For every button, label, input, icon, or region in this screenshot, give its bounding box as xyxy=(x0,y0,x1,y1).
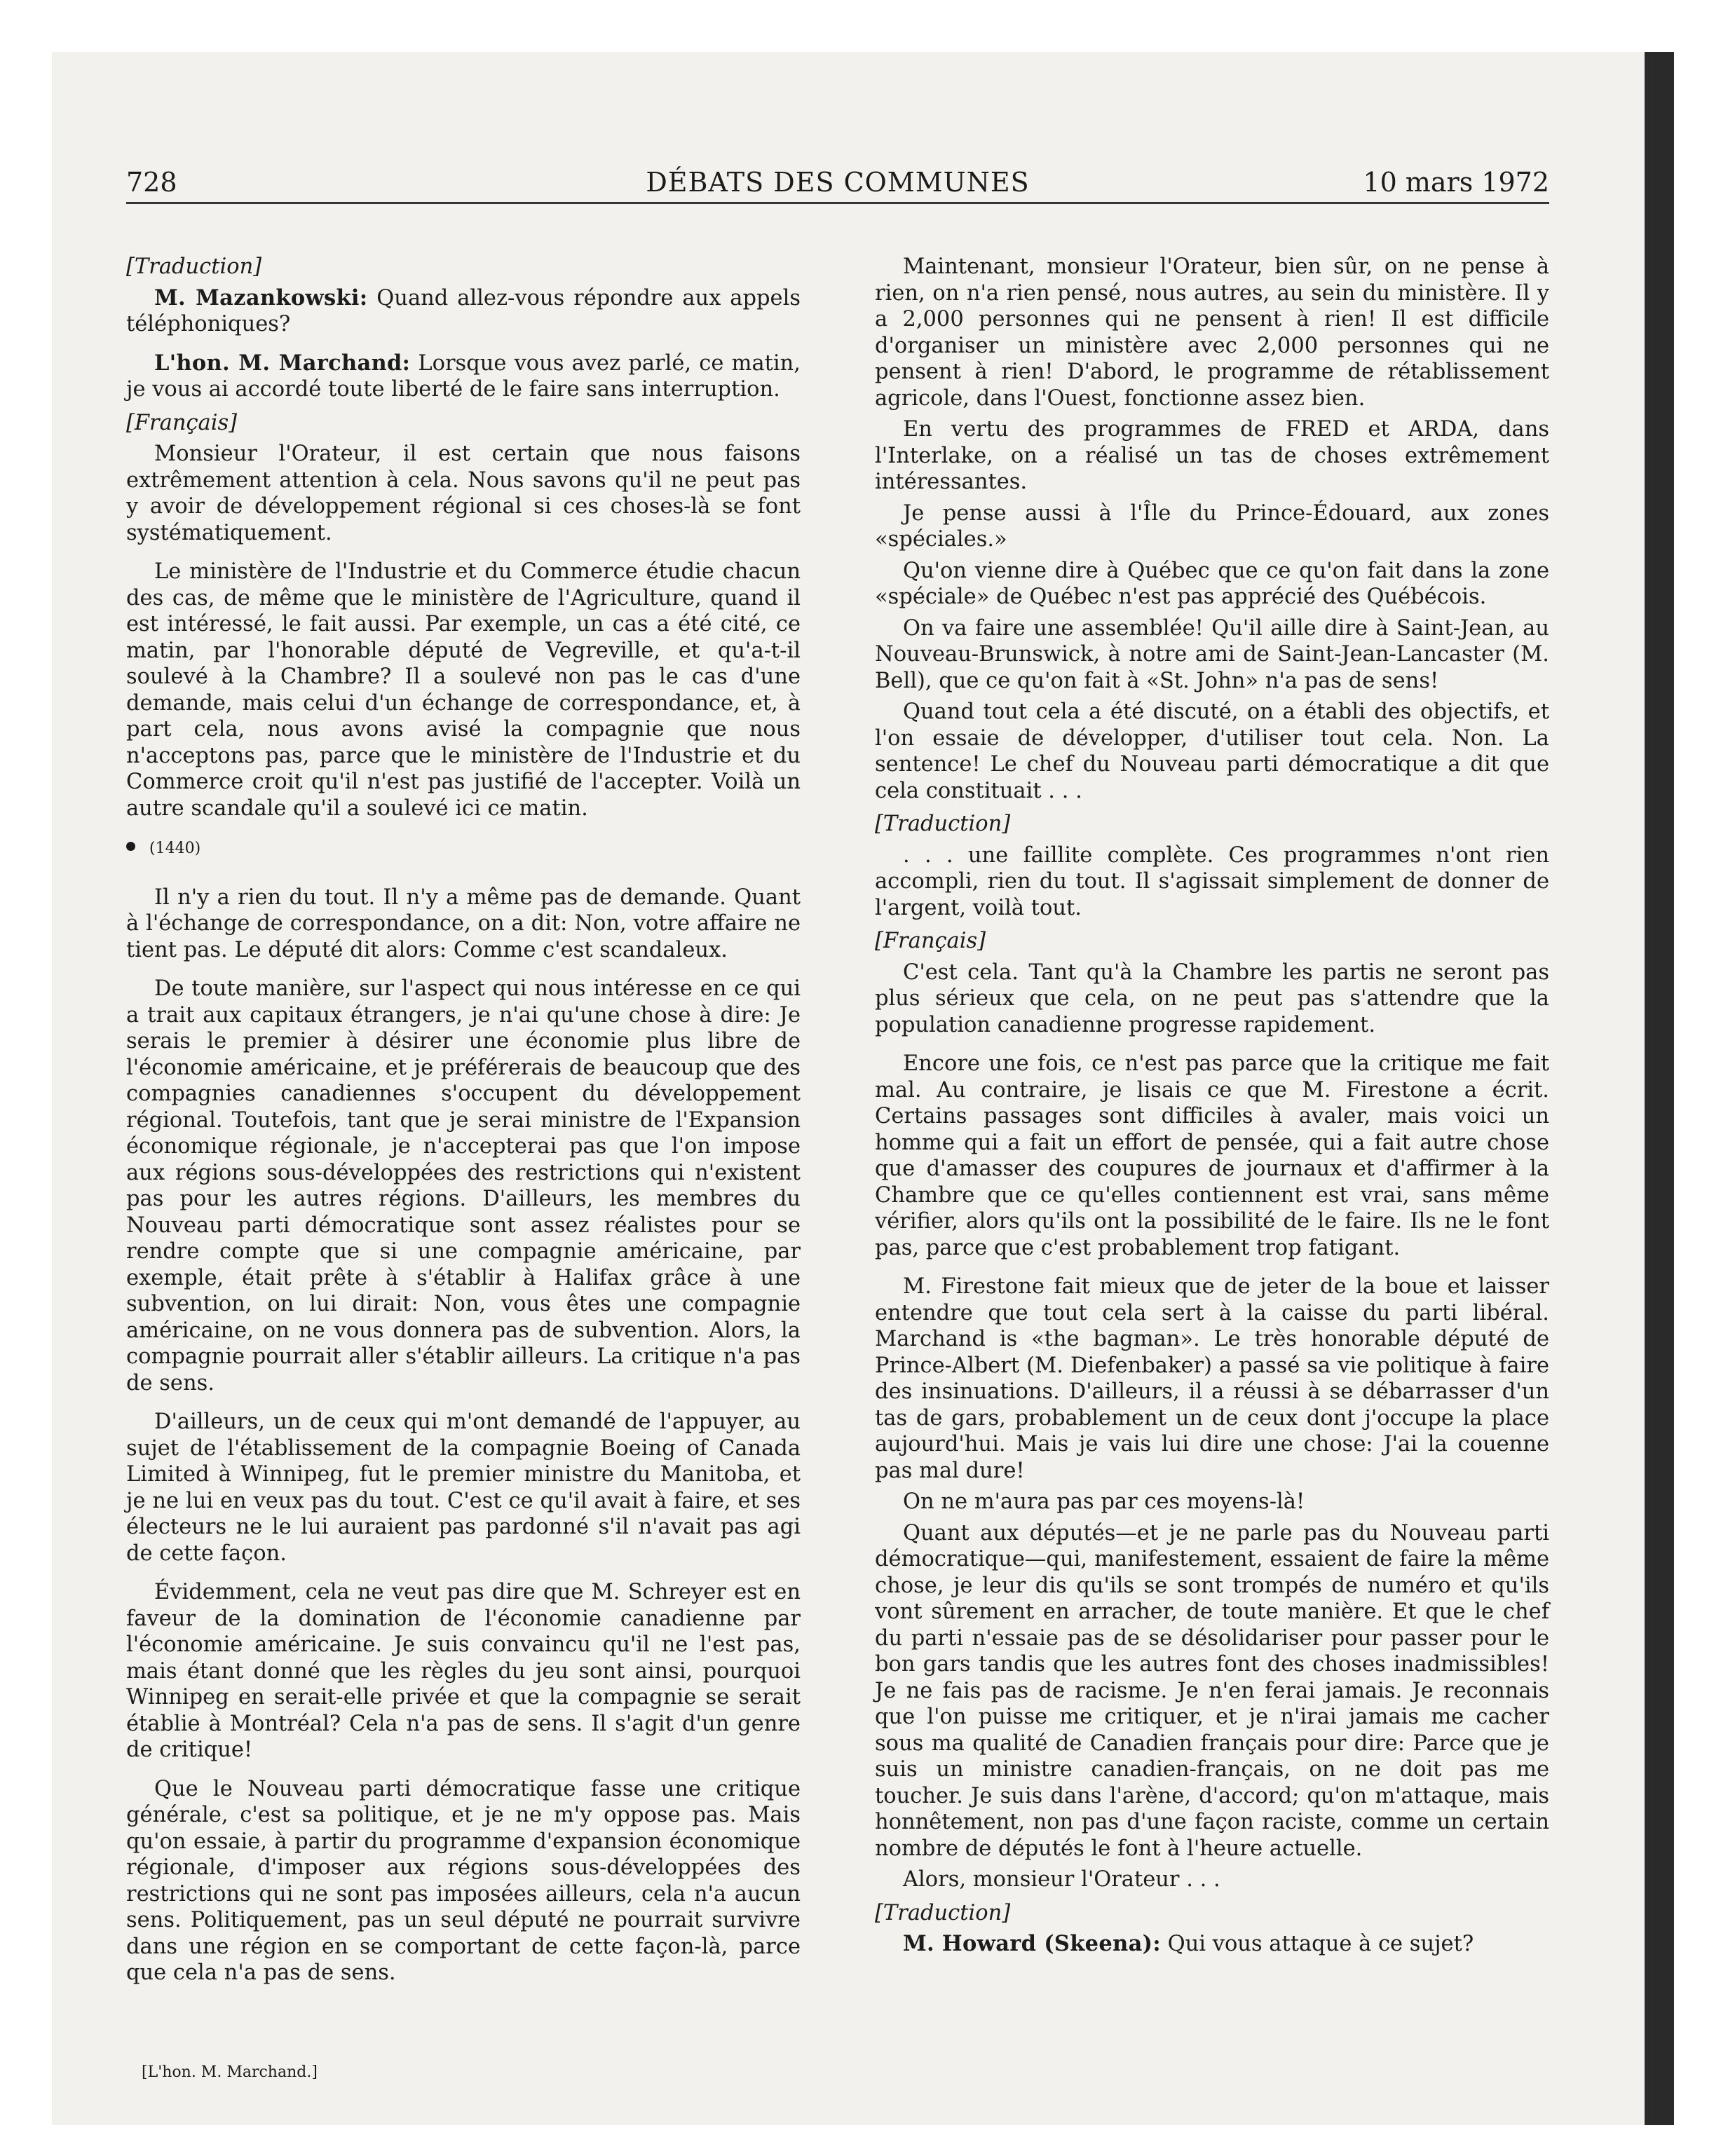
paragraph: M. Firestone fait mieux que de jeter de la boue et laisser entendre que tout cela sert à la caisse du parti libéral. Marchand is «the bagman». Le très honorable député de Prince-Albert (M. Diefenbaker) a passé sa vie politique à faire des insinuations. D'ailleurs, il a réussi à se débarrasser d'un tas de gars, probablement un de ceux dont j'occupe la place aujourd'hui. Mais je vais lui dire une chose: J'ai la couenne pas mal dure! xyxy=(875,1274,1549,1483)
paragraph: En vertu des programmes de FRED et ARDA, dans l'Interlake, on a réalisé un tas de choses extrêmement intéressantes. xyxy=(875,417,1549,494)
language-marker: [Traduction] xyxy=(126,254,262,279)
paragraph: Quand tout cela a été discuté, on a établi des objectifs, et l'on essaie de développer, d'utiliser tout cela. Non. La sentence! Le chef du Nouveau parti démocratique a dit que cela constituait . . . xyxy=(875,700,1549,803)
left-column xyxy=(126,254,801,1986)
paragraph: Encore une fois, ce n'est pas parce que la critique me fait mal. Au contraire, je lisais ce que M. Firestone a écrit. Certains passages sont difficiles à avaler, mais voici un homme qui a fait un effort de pensée, qui a fait autre chose que d'amasser des coupures de journaux et d'affirmer à la Chambre que ce qu'elles contiennent est vrai, sans même vérifier, alors qu'ils ont la possibilité de le faire. Ils ne le font pas, parce que c'est probablement trop fatigant. xyxy=(875,1051,1549,1260)
speaker-attribution: [L'hon. M. Marchand.] xyxy=(142,2063,318,2081)
paragraph: Qu'on vienne dire à Québec que ce qu'on fait dans la zone «spéciale» de Québec n'est pas apprécié des Québécois. xyxy=(875,558,1549,609)
paragraph: D'ailleurs, un de ceux qui m'ont demandé de l'appuyer, au sujet de l'établissement de la compagnie Boeing of Canada Limited à Winnipeg, fut le premier ministre du Manitoba, et je ne lui en veux pas du tout. C'est ce qu'il avait à faire, et ses électeurs ne le lui auraient pas pardonné s'il n'avait pas agi de cette façon. xyxy=(126,1410,801,1566)
paragraph: . . . une faillite complète. Ces programmes n'ont rien accompli, rien du tout. Il s'agissait simplement de donner de l'argent, voilà tout. xyxy=(875,842,1549,920)
speaker-name: L'hon. M. Marchand: xyxy=(154,350,411,376)
language-marker: [Traduction] xyxy=(875,1900,1011,1925)
language-marker: [Traduction] xyxy=(875,812,1011,836)
paragraph: On ne m'aura pas par ces moyens-là! xyxy=(903,1489,1305,1514)
language-marker: [Français] xyxy=(126,410,238,435)
paragraph: Évidemment, cela ne veut pas dire que M. Schreyer est en faveur de la domination de l'économie canadienne par l'économie américaine. Je suis convaincu qu'il ne l'est pas, mais étant donné que les règles du jeu sont ainsi, pourquoi Winnipeg en serait-elle privée et que la compagnie se serait établie à Montréal? Cela n'a pas de sens. Il s'agit d'un genre de critique! xyxy=(126,1580,801,1762)
paragraph: C'est cela. Tant qu'à la Chambre les partis ne seront pas plus sérieux que cela, on ne peut pas s'attendre que la population canadienne progresse rapidement. xyxy=(875,960,1549,1037)
paragraph: De toute manière, sur l'aspect qui nous intéresse en ce qui a trait aux capitaux étrangers, je n'ai qu'une chose à dire: Je serais le premier à désirer une économie plus libre de l'économie américaine, et je préférerais de beaucoup que des compagnies canadiennes s'occupent du développement régional. Toutefois, tant que je serai ministre de l'Expansion économique régionale, je n'accepterai pas que l'on impose aux régions sous-développées des restrictions qui n'existent pas pour les autres régions. D'ailleurs, les membres du Nouveau parti démocratique sont assez réalistes pour se rendre compte que si une compagnie américaine, par exemple, était prête à s'établir à Halifax grâce à une subvention, on lui dirait: Non, vous êtes une compagnie américaine, on ne vous donnera pas de subvention. Alors, la compagnie pourrait aller s'établir ailleurs. La critique n'a pas de sens. xyxy=(126,976,801,1396)
paragraph: On va faire une assemblée! Qu'il aille dire à Saint-Jean, au Nouveau-Brunswick, à notre ami de Saint-Jean-Lancaster (M. Bell), que ce qu'on fait à «St. John» n'a pas de sens! xyxy=(875,615,1549,693)
page-number: 728 xyxy=(126,167,177,198)
paragraph: Il n'y a rien du tout. Il n'y a même pas de demande. Quant à l'échange de correspondance, on a dit: Non, votre affaire ne tient pas. Le député dit alors: Comme c'est scandaleux. xyxy=(126,885,801,962)
page-header xyxy=(126,163,1549,204)
time-marker-text: (1440) xyxy=(149,840,201,857)
paragraph: Alors, monsieur l'Orateur . . . xyxy=(903,1867,1220,1892)
paragraph: Je pense aussi à l'Île du Prince-Édouard, aux zones «spéciales.» xyxy=(875,500,1549,552)
language-marker: [Français] xyxy=(875,929,986,953)
paragraph xyxy=(126,350,801,403)
paragraph: Que le Nouveau parti démocratique fasse une critique générale, c'est sa politique, et je ne m'y oppose pas. Mais qu'on essaie, à partir du programme d'expansion économique régionale, d'imposer aux régions sous-développées des restrictions qui ne sont pas imposées ailleurs, cela n'a aucun sens. Politiquement, pas un seul député ne pourrait survivre dans une région en se comportant de cette façon-là, parce que cela n'a pas de sens. xyxy=(126,1776,801,1985)
speech-text: Quand allez-vous répondre aux appels téléphoniques? xyxy=(126,285,801,336)
paragraph xyxy=(875,1931,1549,1958)
speech-text: Qui vous attaque à ce sujet? xyxy=(1160,1932,1474,1956)
speaker-name: M. Mazankowski: xyxy=(154,285,368,311)
speaker-name: M. Howard (Skeena): xyxy=(903,1931,1161,1956)
speech-text: Lorsque vous avez parlé, ce matin, je vous ai accordé toute liberté de le faire sans interruption. xyxy=(126,350,801,402)
paragraph: Le ministère de l'Industrie et du Commerce étudie chacun des cas, de même que le ministère de l'Agriculture, quand il est intéressé, le fait aussi. Par exemple, un cas a été cité, ce matin, par l'honorable député de Vegreville, et qu'a-t-il soulevé à la Chambre? Il a soulevé non pas le cas d'une demande, mais celui d'un échange de correspondance, et, à part cela, nous avons avisé la compagnie que nous n'acceptons pas, parce que le ministère de l'Industrie et du Commerce croit qu'il n'est pas justifié de l'accepter. Voilà un autre scandale qu'il a soulevé ici ce matin. xyxy=(126,559,801,821)
paragraph: Maintenant, monsieur l'Orateur, bien sûr, on ne pense à rien, on n'a rien pensé, nous autres, au sein du ministère. Il y a 2,000 personnes qui ne pensent à rien! Il est difficile d'organiser un ministère avec 2,000 personnes qui ne pensent à rien! D'abord, le programme de rétablissement agricole, dans l'Ouest, fonctionne assez bien. xyxy=(875,254,1549,411)
paragraph xyxy=(126,285,801,338)
publication-title: DÉBATS DES COMMUNES xyxy=(646,167,1030,198)
publication-date: 10 mars 1972 xyxy=(1363,167,1549,198)
paragraph: Quant aux députés—et je ne parle pas du Nouveau parti démocratique—qui, manifestement, essaient de faire la même chose, je leur dis qu'ils se sont trompés de numéro et qu'ils vont sûrement en arracher, de toute manière. Et que le chef du parti n'essaie pas de se désolidariser pour passer pour le bon gars tandis que les autres font des choses inadmissibles! Je ne fais pas de racisme. Je n'en ferai jamais. Je reconnais que l'on puisse me critiquer, et je n'irai jamais me cacher sous ma qualité de Canadien français pour dire: Parce que je suis un ministre canadien-français, on ne doit pas me toucher. Je suis dans l'arène, d'accord; qu'on m'attaque, mais honnêtement, non pas d'une façon raciste, comme un certain nombre de députés le font à l'heure actuelle. xyxy=(875,1520,1549,1861)
bullet-icon xyxy=(126,842,135,851)
time-marker xyxy=(126,835,801,862)
scan-edge-shadow xyxy=(1645,52,1674,2125)
right-column xyxy=(875,254,1549,1958)
paragraph: Monsieur l'Orateur, il est certain que nous faisons extrêmement attention à cela. Nous savons qu'il ne peut pas y avoir de développement régional si ces choses-là se font systématiquement. xyxy=(126,442,801,545)
